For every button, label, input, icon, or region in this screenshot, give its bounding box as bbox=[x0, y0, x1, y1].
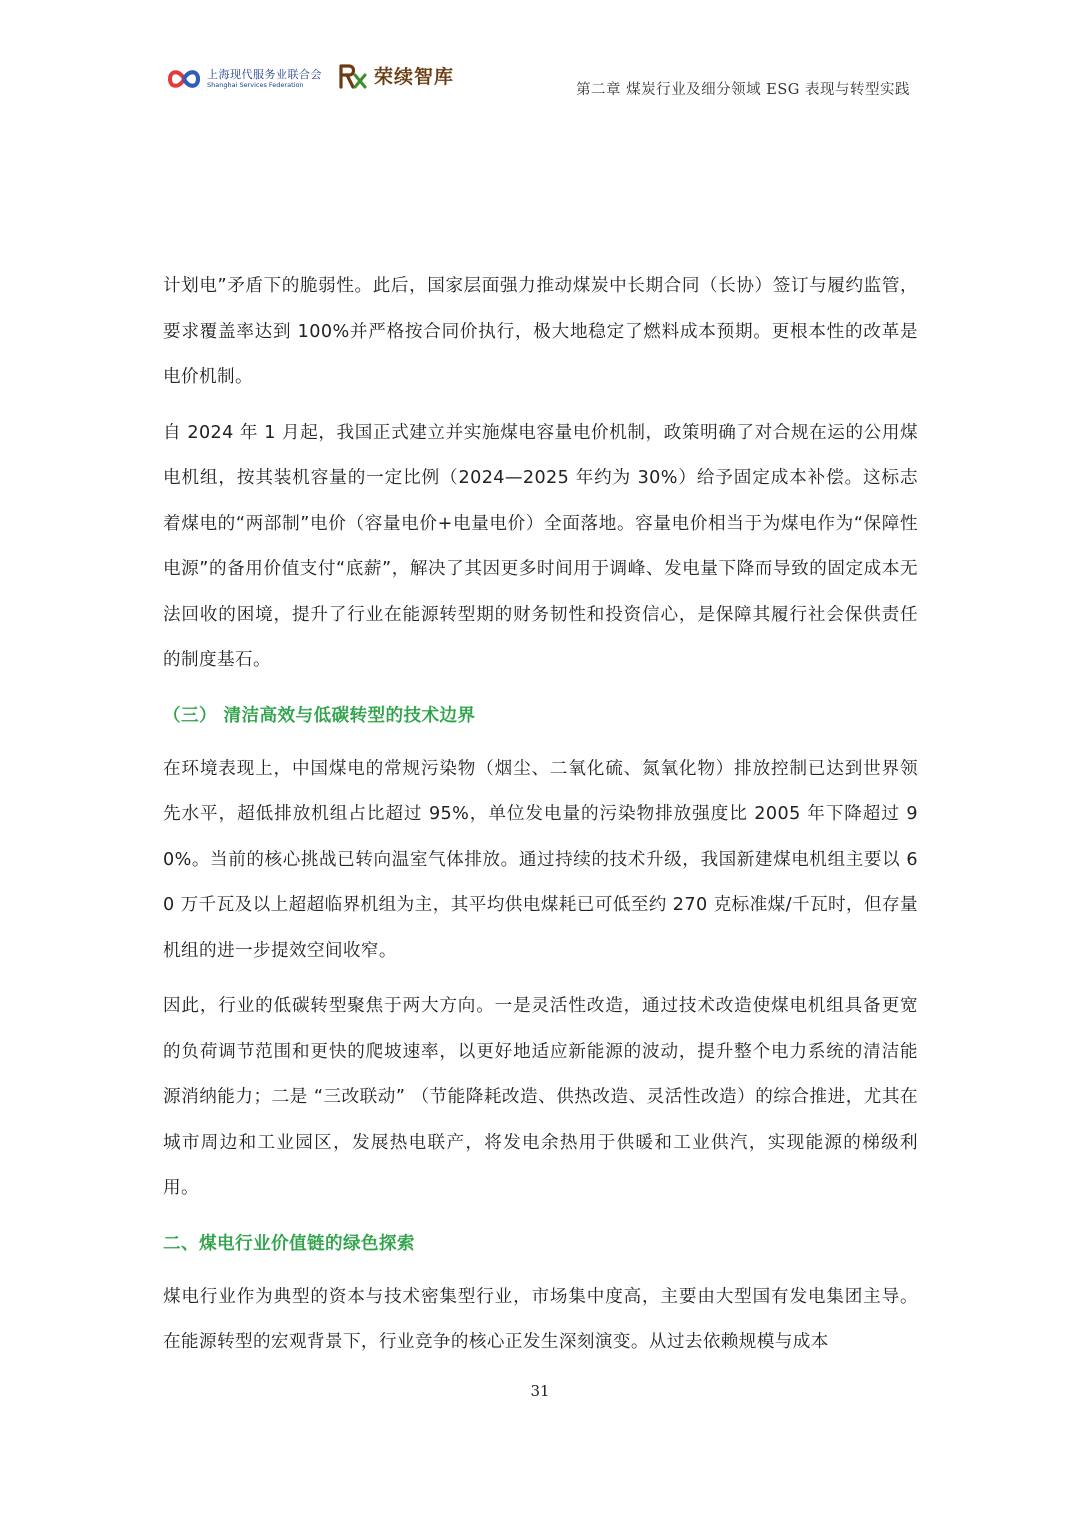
think-tank-name: 荣续智库 bbox=[374, 66, 455, 88]
page-body bbox=[163, 264, 918, 1376]
paragraph-1: 计划电”矛盾下的脆弱性。此后，国家层面强力推动煤炭中长期合同（长协）签订与履约监管，要求覆盖率达到 100%并严格按合同价执行，极大地稳定了燃料成本预期。更根本性的改革是电价机制。 bbox=[163, 276, 918, 387]
chapter-title: 第二章 煤炭行业及细分领域 ESG 表现与转型实践 bbox=[576, 82, 910, 98]
rongxu-think-tank-logo bbox=[338, 62, 454, 89]
federation-name-en: Shanghai Services Federation bbox=[207, 81, 304, 89]
section-heading-3: （三） 清洁高效与低碳转型的技术边界 bbox=[163, 705, 476, 726]
federation-name-cn: 上海现代服务业联合会 bbox=[207, 68, 322, 81]
section-heading-2: 二、煤电行业价值链的绿色探索 bbox=[163, 1233, 415, 1254]
paragraph-2: 自 2024 年 1 月起，我国正式建立并实施煤电容量电价机制，政策明确了对合规在运的公用煤电机组，按其装机容量的一定比例（2024—2025 年约为 30%）给予固定成本补偿。这标志着煤电的“两部制”电价（容量电价+电量电价）全面落地。容量电价相当于为煤电作为“保障性电源”的备用价值支付“底薪”，解决了其因更多时间用于调峰、发电量下降而导致的固定成本无法回收的困境，提升了行业在能源转型期的财务韧性和投资信心，是保障其履行社会保供责任的制度基石。 bbox=[163, 422, 918, 670]
paragraph-3: 在环境表现上，中国煤电的常规污染物（烟尘、二氧化硫、氮氧化物）排放控制已达到世界领先水平，超低排放机组占比超过 95%，单位发电量的污染物排放强度比 2005 年下降超过 90%。当前的核心挑战已转向温室气体排放。通过持续的技术升级，我国新建煤电机组主要以 60 万千瓦及以上超超临界机组为主，其平均供电煤耗已可低至约 270 克标准煤/千瓦时，但存量机组的进一步提效空间收窄。 bbox=[163, 758, 918, 961]
page-header bbox=[0, 58, 1080, 108]
page-number: 31 bbox=[530, 1382, 550, 1400]
paragraph-5: 煤电行业作为典型的资本与技术密集型行业，市场集中度高，主要由大型国有发电集团主导。在能源转型的宏观背景下，行业竞争的核心正发生深刻演变。从过去依赖规模与成本 bbox=[163, 1286, 918, 1352]
rx-mark-icon bbox=[338, 63, 368, 89]
paragraph-4: 因此，行业的低碳转型聚焦于两大方向。一是灵活性改造，通过技术改造使煤电机组具备更宽的负荷调节范围和更快的爬坡速率，以更好地适应新能源的波动，提升整个电力系统的清洁能源消纳能力；二是 “三改联动” （节能降耗改造、供热改造、灵活性改造）的综合推进，尤其在城市周边和工业园区，发展热电联产，将发电余热用于供暖和工业供汽，实现能源的梯级利用。 bbox=[163, 996, 918, 1198]
shanghai-services-federation-logo bbox=[166, 66, 322, 92]
federation-emblem-icon bbox=[166, 66, 202, 92]
